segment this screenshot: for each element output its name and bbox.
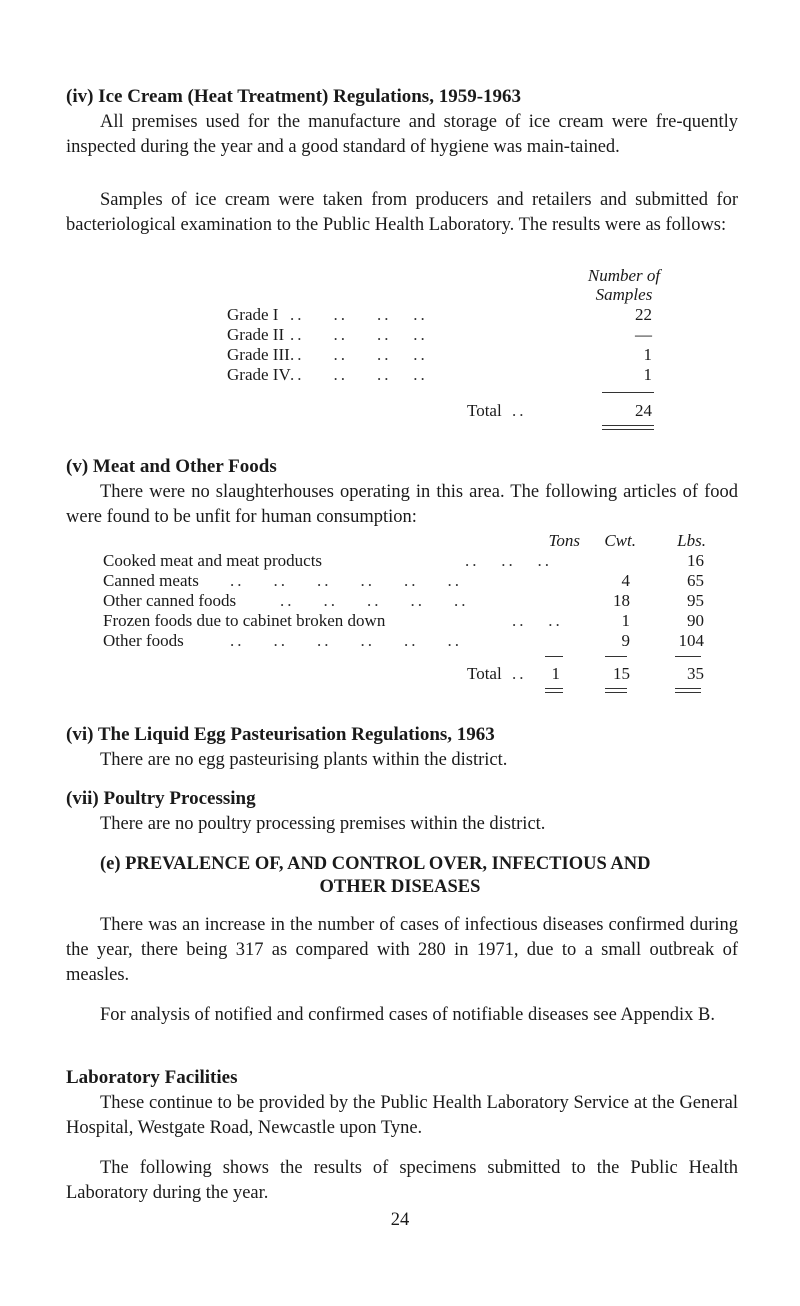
food-row-lbs: 90	[687, 611, 704, 630]
food-row-label: Frozen foods due to cabinet broken down	[103, 611, 386, 630]
food-row-cwt: 4	[621, 571, 630, 590]
food-row-lbs: 65	[687, 571, 704, 590]
leader-dots: .. .. .. ..	[290, 365, 428, 384]
grade-row-label: Grade IV	[227, 365, 291, 384]
total-label: Total	[467, 401, 502, 420]
food-total-tons: 1	[551, 664, 560, 683]
food-row-label: Canned meats	[103, 571, 199, 590]
laboratory-heading: Laboratory Facilities	[66, 1067, 238, 1088]
leader-dots: ..	[512, 401, 527, 420]
food-total-cwt: 15	[613, 664, 630, 683]
food-row-label: Other canned foods	[103, 591, 237, 610]
col-header-tons: Tons	[548, 531, 580, 550]
laboratory-para-2: The following shows the results of specimens submitted to the Public Health Laboratory during the year.	[66, 1158, 738, 1203]
leader-dots: .. .. ..	[465, 551, 552, 570]
samples-col-header-2: Samples	[595, 285, 653, 304]
total-rule	[602, 392, 654, 393]
poultry-heading: (vii) Poultry Processing	[66, 788, 256, 809]
food-row-lbs: 16	[687, 551, 704, 570]
meat-para: There were no slaughterhouses operating in this area. The following articles of food were found to be unfit for human consumption:	[66, 482, 738, 527]
food-row-cwt: 18	[613, 591, 630, 610]
total-rule-lbs	[675, 656, 701, 657]
leader-dots: .. .. .. ..	[290, 305, 428, 324]
prevalence-heading-line-1: (e) PREVALENCE OF, AND CONTROL OVER, INFECTIOUS AND	[100, 854, 651, 874]
food-row-cwt: 1	[621, 611, 630, 630]
food-total-lbs: 35	[687, 664, 704, 683]
col-header-cwt: Cwt.	[604, 531, 636, 550]
leader-dots: .. .. .. .. .. ..	[230, 571, 462, 590]
food-row-lbs: 95	[687, 591, 704, 610]
leader-dots: .. .. .. .. .. ..	[230, 631, 462, 650]
food-row-label: Other foods	[103, 631, 184, 650]
total-rule-cwt	[605, 656, 627, 657]
samples-col-header-1: Number of	[587, 266, 661, 285]
total-double-rule	[602, 425, 654, 430]
prevalence-para-1: There was an increase in the number of cases of infectious diseases confirmed during the year, there being 317 as compared with 280 in 1971, due to a small outbreak of measles.	[66, 915, 738, 985]
ice-cream-para-2: Samples of ice cream were taken from producers and retailers and submitted for bacteriological examination to the Public Health Laboratory. The results were as follows:	[66, 190, 738, 235]
laboratory-para-1: These continue to be provided by the Public Health Laboratory Service at the General Hospital, Westgate Road, Newcastle upon Tyne.	[66, 1093, 738, 1138]
leader-dots: .. ..	[512, 611, 563, 630]
egg-heading: (vi) The Liquid Egg Pasteurisation Regulations, 1963	[66, 724, 495, 745]
egg-para: There are no egg pasteurising plants within the district.	[100, 750, 508, 770]
leader-dots: .. .. .. .. ..	[280, 591, 469, 610]
page-number: 24	[390, 1210, 410, 1230]
grade-row-value: 1	[643, 365, 652, 384]
leader-dots: .. .. .. ..	[290, 325, 428, 344]
total-value: 24	[635, 401, 652, 420]
total-double-rule-cwt	[605, 688, 627, 693]
grade-row-label: Grade III	[227, 345, 290, 364]
food-total-label: Total	[467, 664, 502, 683]
total-double-rule-lbs	[675, 688, 701, 693]
leader-dots: .. .. .. ..	[290, 345, 428, 364]
grade-row-label: Grade II	[227, 325, 285, 344]
prevalence-heading-line-2: OTHER DISEASES	[319, 877, 481, 897]
food-row-label: Cooked meat and meat products	[103, 551, 323, 570]
prevalence-para-2: For analysis of notified and confirmed cases of notifiable diseases see Appendix B.	[100, 1005, 715, 1025]
grade-row-value: —	[635, 325, 652, 344]
ice-cream-para-1: All premises used for the manufacture and storage of ice cream were fre-quently inspected during the year and a good standard of hygiene was main-tained.	[66, 112, 738, 157]
food-row-cwt: 9	[621, 631, 630, 650]
col-header-lbs: Lbs.	[677, 531, 706, 550]
total-double-rule-tons	[545, 688, 563, 693]
meat-heading: (v) Meat and Other Foods	[66, 456, 277, 477]
ice-cream-heading: (iv) Ice Cream (Heat Treatment) Regulations, 1959-1963	[66, 86, 522, 107]
total-rule-tons	[545, 656, 563, 657]
grade-row-label: Grade I	[227, 305, 279, 324]
poultry-para: There are no poultry processing premises within the district.	[100, 814, 546, 834]
grade-row-value: 1	[643, 345, 652, 364]
food-row-lbs: 104	[678, 631, 704, 650]
leader-dots: ..	[512, 664, 527, 683]
grade-row-value: 22	[635, 305, 652, 324]
